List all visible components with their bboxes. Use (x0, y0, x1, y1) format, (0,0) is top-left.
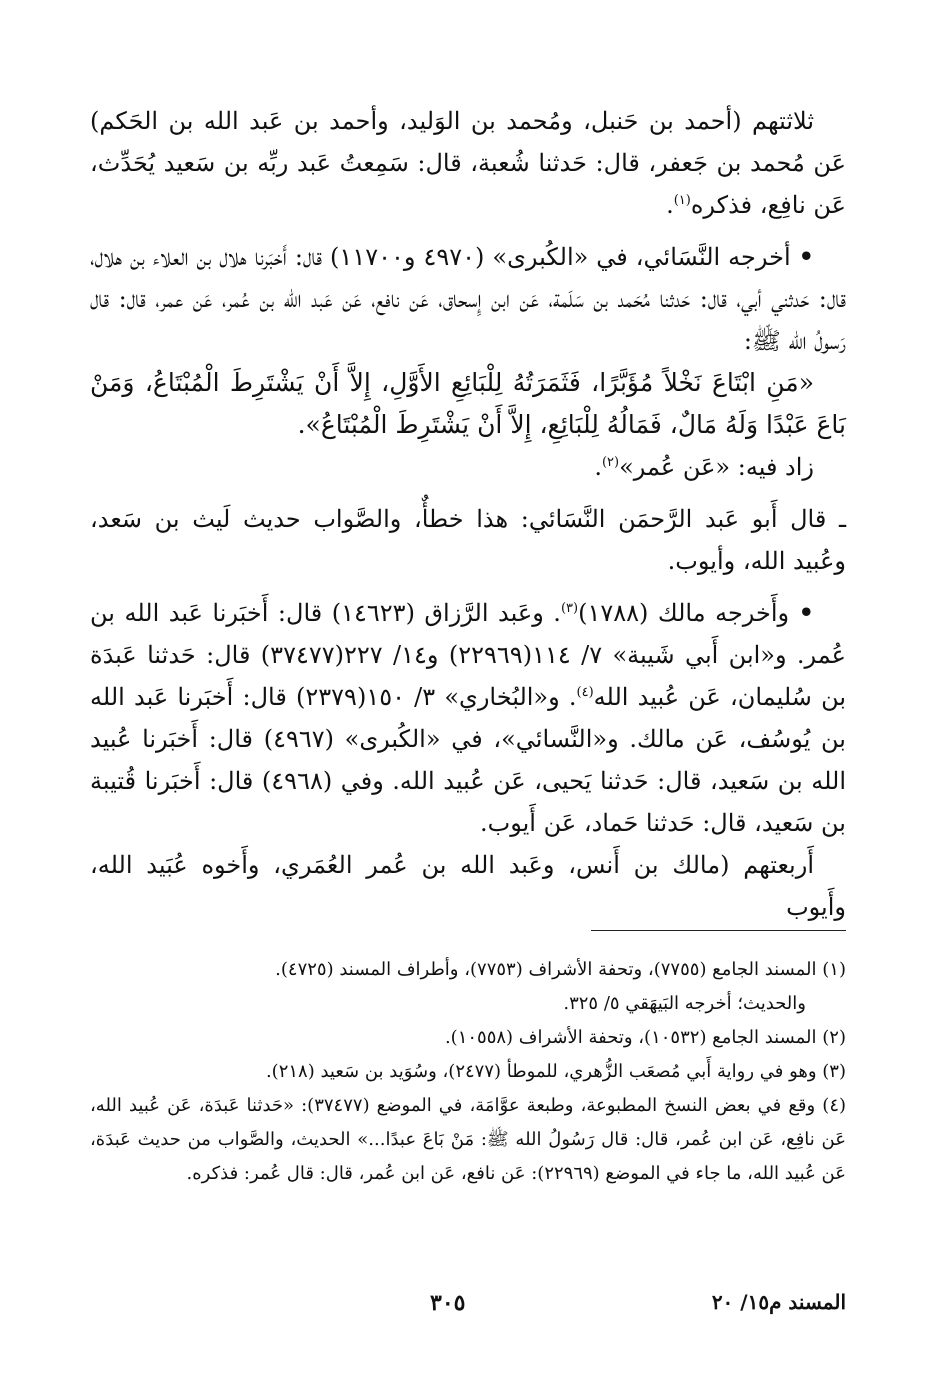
page-number: ٣٠٥ (430, 1290, 466, 1316)
footnote-ref-4: (٤) (576, 685, 594, 700)
footnote-1: (١) المسند الجامع (٧٧٥٥)، وتحفة الأشراف (٧٧٥٣)، وأطراف المسند (٤٧٢٥). (275, 959, 846, 980)
volume-signature: المسند م١٥/ ٢٠ (711, 1290, 846, 1314)
paragraph-1-text: ثلاثتهم (أحمد بن حَنبل، ومُحمد بن الوَليد، وأحمد بن عَبد الله بن الحَكم) عَن مُحمد بن جَعفر، قال: حَدثنا شُعبة، قال: سَمِعتُ عَبد ربِّه بن سَعيد يُحَدِّث، عَن نافِع، فذكره (90, 107, 846, 219)
page-footer (90, 1290, 846, 1324)
footnote-divider (591, 930, 846, 931)
nasai-comment: ـ قال أَبو عَبد الرَّحمَن النَّسَائي: هذا خطأٌ، والصَّواب حديث لَيث بن سَعد، وعُبيد الله، وأيوب. (90, 505, 846, 575)
hadith-quote: «مَنِ ابْتَاعَ نَخْلاً مُؤَبَّرًا، فَثَمَرَتُهُ لِلْبَائِعِ الأَوَّلِ، إِلاَّ أَنْ يَشْتَرِطَ الْمُبْتَاعُ، وَمَنْ بَاعَ عَبْدًا وَلَهُ مَالٌ، فَمَالُهُ لِلْبَائِعِ، إِلاَّ أَنْ يَشْتَرِطَ الْمُبْتَاعُ». (90, 368, 846, 439)
paragraph-3-text-b: . وعَبد الرَّزاق (١٤٦٢٣) قال: أَخبَرنا عَبد الله بن عُمر. و«ابن أَبي شَيبة» ٧/ ١١٤(٢٢٩٦٩) و١٤/ ٢٢٧(٣٧٤٧٧) قال: حَدثنا عَبدَة بن سُليمان، عَن عُبيد الله (90, 599, 847, 711)
paragraph-2-text: أخرجه النَّسَائي، في «الكُبرى» (٤٩٧٠ و١١٧٠٠) قال: أَخبَرنا هلال بن العلاء بن هلال، قال: حَدثني أبي، قال: حَدثنا مُحَمد بن سَلَمة، عَن ابن إِسحاق، عَن نافع، عَن عَبد الله بن عُمر، عَن عمر، قال: قال رَسولُ الله ﷺ: (90, 243, 846, 355)
paragraph-1: ثلاثتهم (أحمد بن حَنبل، ومُحمد بن الوَليد، وأحمد بن عَبد الله بن الحَكم) عَن مُحمد بن جَعفر، قال: حَدثنا شُعبة، قال: سَمِعتُ عَبد ربِّه بن سَعيد يُحَدِّث، عَن نافِع، فذكره$^{(١)}$. (90, 107, 846, 219)
footnote-ref-1: (١) (673, 193, 691, 208)
footnote-3: (٣) وهو في رواية أَبي مُصعَب الزُّهري، للموطأ (٢٤٧٧)، وسُوَيد بن سَعيد (٢١٨). (265, 1061, 846, 1082)
footnote-2: (٢) المسند الجامع (١٠٥٣٢)، وتحفة الأشراف (١٠٥٥٨). (444, 1027, 846, 1048)
footnote-4: (٤) وقع في بعض النسخ المطبوعة، وطبعة عوَّامَة، في الموضع (٣٧٤٧٧): «حَدثنا عَبدَة، عَن عُبيد الله، عَن نافِع، عَن ابن عُمر، قال: قال رَسُولُ الله ﷺ: مَنْ بَاعَ عبدًا...» الحديث، والصَّواب من حديث عَبدَة، عَن عُبيد الله، ما جاء في الموضع (٢٢٩٦٩): عَن نافع، عَن ابن عُمر، قال: قال عُمر: فذكره. (90, 1095, 847, 1184)
paragraph-2 (90, 236, 846, 362)
footnote-1-continued: والحديث؛ أخرجه البَيهَقي ٥/ ٣٢٥. (563, 993, 806, 1014)
paragraph-3-text-a: وأَخرجه مالك (١٧٨٨) (578, 599, 790, 627)
paragraph-3 (90, 592, 846, 844)
footnote-ref-3: (٣) (560, 601, 579, 616)
paragraph-3-text-c: . و«البُخاري» ٣/ ١٥٠(٢٣٧٩) قال: أَخبَرنا عَبد الله بن يُوسُف، عَن مالك. و«النَّسائي»، في «الكُبرى» (٤٩٦٧) قال: أَخبَرنا عُبيد الله بن سَعيد، قال: حَدثنا يَحيى، عَن عُبيد الله. وفي (٤٩٦٨) قال: أَخبَرنا قُتيبة بن سَعيد، قال: حَدثنا حَماد، عَن أَيوب. (90, 683, 847, 837)
bullet-icon: • (798, 598, 815, 627)
main-text (90, 100, 846, 928)
paragraph-4: أَربعتهم (مالك بن أَنس، وعَبد الله بن عُمر العُمَري، وأَخوه عُبَيد الله، وأَيوب (90, 851, 846, 921)
zad-line: زاد فيه: «عَن عُمر»$^{(٢)}$. (594, 453, 814, 481)
footnotes (90, 953, 846, 1191)
bullet-icon: • (798, 242, 814, 271)
zad-text: زاد فيه: «عَن عُمر» (619, 453, 814, 481)
footnote-ref-2: (٢) (601, 455, 620, 470)
